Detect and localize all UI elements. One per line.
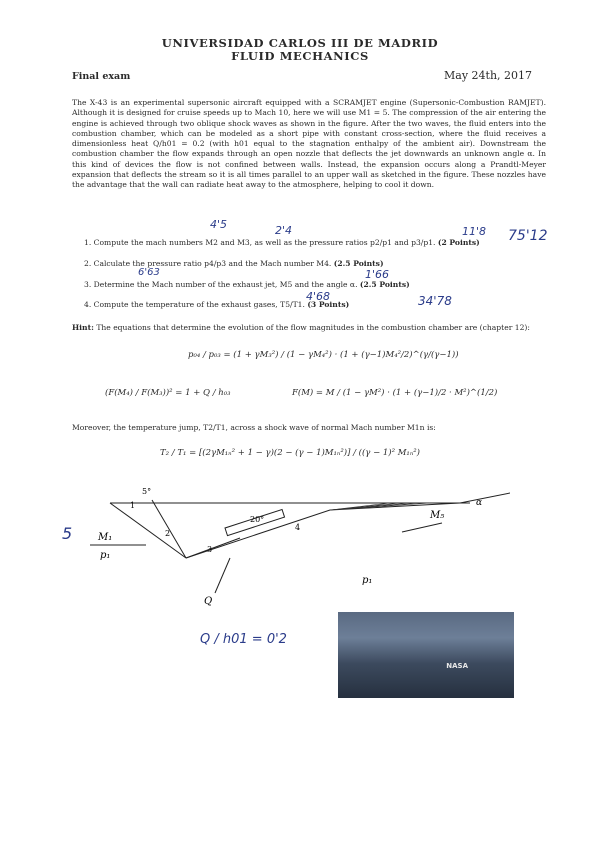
equation-temperature-jump bbox=[160, 448, 420, 458]
equation-1-rhs: = (1 + γM₃²) / (1 − γM₄²) · (1 + (γ−1)M₄²/2)^(γ/(γ−1)) bbox=[223, 350, 459, 360]
region-1-label: 1 bbox=[130, 501, 136, 510]
equation-4-lhs: T₂ / T₁ = bbox=[160, 448, 197, 458]
x43-photo bbox=[338, 612, 514, 698]
alpha-line bbox=[460, 493, 510, 503]
m5-label: M₅ bbox=[430, 510, 445, 521]
p1-bottom-label: p₁ bbox=[362, 575, 373, 586]
handwritten-alpha: 34'78 bbox=[418, 294, 452, 308]
angle-20-label: 20° bbox=[250, 515, 265, 524]
equation-f-function: F(M) = M / (1 − γM²) · (1 + (γ−1)/2 · M²)^(1/2) bbox=[292, 388, 498, 398]
question-2-points: (2.5 Points) bbox=[333, 259, 384, 268]
question-4-text: 4. Compute the temperature of the exhaust gases, T5/T1. bbox=[84, 300, 305, 309]
question-3-points: (2.5 Points) bbox=[359, 280, 410, 289]
temperature-jump-intro: Moreover, the temperature jump, T2/T1, across a shock wave of normal Mach number M1n is: bbox=[72, 423, 436, 432]
question-3-text: 3. Determine the Mach number of the exhaust jet, M5 and the angle α. bbox=[84, 280, 358, 289]
heat-arrow bbox=[215, 558, 230, 593]
hint-label: Hint: bbox=[72, 323, 94, 332]
hint-paragraph bbox=[72, 323, 546, 333]
handwritten-p4p3: 6'63 bbox=[138, 267, 160, 278]
question-4-points: (3 Points) bbox=[307, 300, 350, 309]
problem-statement: The X-43 is an experimental supersonic aircraft equipped with a SCRAMJET engine (Supersonic-Combustion RAMJET). Although it is designed for cruise speeds up to Mach 10, here we will use M1 = 5. The compression of the air entering the engine is achieved through two oblique shock waves as shown in the figure. After the two waves, the fluid enters into the combustion chamber, which can be modeled as a short pipe with constant cross-section, where the fluid receives a dimensionless heat Q/h01 = 0.2 (with h01 equal to the stagnation enthalpy of the ambient air). Downstream the combustion chamber the flow expands through an open nozzle that deflects the jet downwards an unknown angle α. In this kind of devices the flow is not confined between walls. Instead, the expansion occurs along a Prandtl-Meyer expansion that deflects the stream so it is all times parallel to an upper wall as sketched in the figure. These nozzles have the advantage that the wall can radiate heat away to the atmosphere, helping to cool it down. bbox=[72, 98, 546, 190]
question-1-points: (2 Points) bbox=[437, 238, 480, 247]
handwritten-mach-5: 5 bbox=[62, 524, 73, 543]
q-label: Q bbox=[204, 596, 213, 607]
exam-label: Final exam bbox=[72, 71, 131, 82]
equation-4-rhs: [(2γM₁ₙ² + 1 − γ)(2 − (γ − 1)M₁ₙ²)] / ((γ − 1)² M₁ₙ²) bbox=[198, 448, 421, 458]
forebody-ramp bbox=[110, 503, 186, 558]
lower-surface bbox=[186, 503, 460, 558]
outflow-arrow bbox=[402, 523, 442, 532]
region-2-label: 2 bbox=[165, 529, 171, 538]
course-title: FLUID MECHANICS bbox=[231, 49, 369, 63]
handwritten-m5: 4'68 bbox=[306, 290, 331, 303]
region-3-label: 3 bbox=[207, 545, 213, 554]
equation-heat-addition: (F(M₄) / F(M₃))² = 1 + Q / h₀₃ bbox=[105, 388, 231, 398]
handwritten-m3: 2'4 bbox=[275, 224, 293, 237]
region-4-label: 4 bbox=[295, 523, 301, 532]
handwritten-m4: 1'66 bbox=[365, 268, 390, 281]
alpha-label: α bbox=[476, 498, 483, 508]
question-1-text: 1. Compute the mach numbers M2 and M3, as well as the pressure ratios p2/p1 and p3/p1. bbox=[84, 238, 436, 247]
question-3 bbox=[84, 280, 410, 289]
nasa-label: NASA bbox=[446, 662, 468, 670]
university-name: UNIVERSIDAD CARLOS III DE MADRID bbox=[161, 36, 439, 50]
handwritten-p2p1: 11'8 bbox=[462, 225, 487, 238]
handwritten-heat-note: Q / h01 = 0'2 bbox=[200, 632, 287, 647]
angle-5-label: 5° bbox=[142, 487, 152, 496]
handwritten-m2: 4'5 bbox=[210, 218, 228, 231]
handwritten-p3p1: 75'12 bbox=[508, 228, 548, 244]
exam-date: May 24th, 2017 bbox=[444, 69, 533, 82]
question-1 bbox=[84, 238, 480, 247]
prandtl-meyer-fan bbox=[330, 503, 430, 510]
equation-stagnation-pressure bbox=[188, 350, 459, 360]
hint-text: The equations that determine the evolution of the flow magnitudes in the combustion chamber are (chapter 12): bbox=[96, 323, 530, 332]
equation-1-lhs: p₀₄ / p₀₃ bbox=[188, 350, 221, 360]
p1-left-label: p₁ bbox=[100, 550, 111, 561]
question-2-text: 2. Calculate the pressure ratio p4/p3 and the Mach number M4. bbox=[84, 259, 332, 268]
shock-wave-2 bbox=[186, 538, 240, 558]
m1-label: M₁ bbox=[98, 532, 113, 543]
scramjet-diagram bbox=[90, 478, 510, 613]
question-2 bbox=[84, 259, 384, 268]
